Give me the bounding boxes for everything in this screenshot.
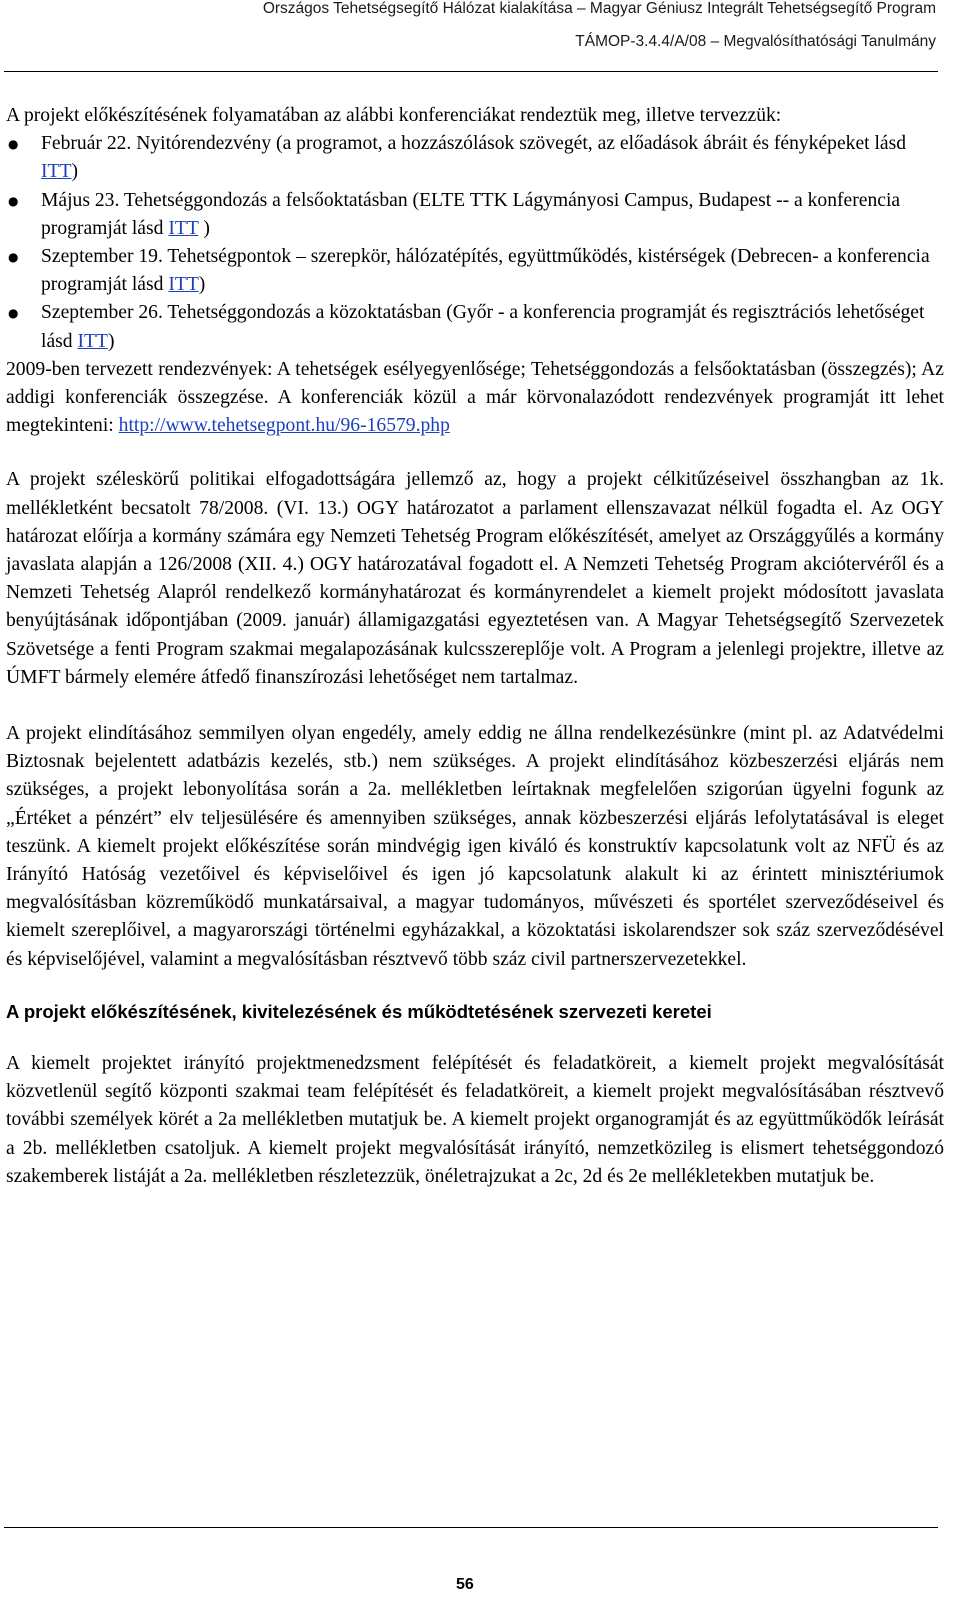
conference-item-text: Május 23. Tehetséggondozás a felsőoktatásban (ELTE TTK Lágymányosi Campus, Budapest -- a konferencia programját lásd [41,189,901,239]
bullet-icon: ● [8,306,19,321]
political-acceptance-paragraph: A projekt széleskörű politikai elfogadottságára jellemző az, hogy a projekt célkitűzéseivel összhangban az 1k. mellékletként becsatolt 78/2008. (VI. 13.) OGY határozatot a parlament ellenszavazat nélkül fogadta el. Az OGY határozat előírja a kormány számára egy Nemzeti Tehetség Program előkészítését, amelyet az Országgyűlés a kormány javaslata alapján a 126/2008 (XII. 4.) OGY határozatával fogadott el. A Nemzeti Tehetség Program akciótervéről és a Nemzeti Tehetség Alapról rendelkező kormányhatározat és kormányrendelet a kiemelt projekt módosított javaslata benyújtásának időpontjában (2009. január) államigazgatási egyeztetésen van. A Magyar Tehetségsegítő Szervezetek Szövetsége a fenti Program szakmai megalapozásának kulcsszereplője volt. A Program a jelenlegi projektre, illetve az ÚMFT bármely elemére átfedő finanszírozási lehetőséget nem tartalmaz. [6,469,944,688]
conference-item-text: Február 22. Nyitórendezvény (a programot, a hozzászólások szövegét, az előadások ábráit és fényképeket lásd [41,133,907,155]
conference-list [6,130,944,356]
conference-item-text: Szeptember 19. Tehetségpontok – szerepkör, hálózatépítés, együttműködés, kistérségek (Debrecen- a konferencia programját lásd [41,246,930,296]
page-number: 56 [456,1576,474,1593]
intro-paragraph: A projekt előkészítésének folyamatában az alábbi konferenciákat rendeztük meg, illetve tervezzük: [6,105,782,126]
bullet-icon: ● [8,193,19,208]
section-heading: A projekt előkészítésének, kivitelezésének és működtetésének szervezeti keretei [6,1000,712,1022]
page-header [0,0,960,80]
organization-paragraph: A kiemelt projektet irányító projektmenedzsment felépítését és feladatköreit, a kiemelt projekt megvalósítását közvetlenül segítő központi szakmai team felépítését és feladatköreit, a kiemelt projekt megvalósításában résztvevő további személyek körét a 2a mellékletben mutatjuk be. A kiemelt projekt organogramját és az együttműködők leírását a 2b. mellékletben csatoljuk. A kiemelt projekt megvalósítását irányító, nemzetközileg is elismert tehetséggondozó szakemberek listáját a 2a. mellékletben részletezzük, önéletrajzukat a 2c, 2d és 2e mellékletekben mutatjuk be. [6,1052,944,1187]
conference-item [6,130,944,186]
plans-paragraph [6,356,944,441]
conference-item-suffix: ) [71,161,78,183]
permissions-paragraph: A projekt elindításához semmilyen olyan engedély, amely eddig ne állna rendelkezésünkre (mint pl. az Adatvédelmi Biztosnak bejelentett adatbázis kezelés, stb.) nem szükséges. A projekt elindításához közbeszerzési eljárás nem szükséges, a projekt lebonyolítása során a 2a. mellékletben leírtaknak megfelelően szigorúan ügyelni fogunk az „Értéket a pénzért” elv teljesülésére és amennyiben szükséges, annak közbeszerzési eljárás lefolytatásával is eleget teszünk. A kiemelt projekt előkészítése során mindvégig igen kiváló és konstruktív kapcsolatunk volt az NFÜ és az Irányító Hatóság vezetőivel és képviselőivel és igen jó kapcsolatunk alakult ki az érintett minisztériumok megvalósításban közreműködő munkatársaival, a magyar tudományos, művészeti és sportélet szerveződéseivel és kiemelt szereplőivel, a magyarországi történelmi egyházakkal, a közoktatási iskolarendszer sok száz szerveződésével és képviselőjével, valamint a megvalósításban résztvevő több száz civil partnerszervezetekkel. [6,723,944,970]
bullet-icon: ● [8,137,19,152]
itt-link[interactable]: ITT [168,274,199,296]
conference-item-suffix: ) [107,330,115,352]
conference-item-suffix: ) [198,274,206,296]
conference-item-suffix: ) [198,217,210,239]
conference-item [6,243,944,299]
document-body [6,102,944,1191]
plans-text: 2009-ben tervezett rendezvények: A tehetségek esélyegyenlősége; Tehetséggondozás a felsőoktatásban (összegzés); Az addigi konferenciák összegzése. A konferenciák közül a már körvonalazódott rendezvények programját itt lehet megtekinteni: [6,358,944,437]
header-divider [4,71,938,72]
itt-link[interactable]: ITT [77,330,108,352]
footer-divider [4,1527,938,1528]
conference-item [6,299,944,355]
itt-link[interactable]: ITT [41,161,72,183]
bullet-icon: ● [8,250,19,265]
header-program-title: Országos Tehetségsegítő Hálózat kialakítása – Magyar Géniusz Integrált Tehetségsegítő Program [262,0,936,17]
tehetsegpont-url-link[interactable]: http://www.tehetsegpont.hu/96-16579.php [118,415,450,437]
itt-link[interactable]: ITT [168,217,199,239]
conference-item-text: Szeptember 26. Tehetséggondozás a közoktatásban (Győr - a konferencia programját és regisztrációs lehetőséget lásd [41,302,925,352]
header-document-title: TÁMOP-3.4.4/A/08 – Megvalósíthatósági Tanulmány [575,33,936,50]
conference-item [6,187,944,243]
